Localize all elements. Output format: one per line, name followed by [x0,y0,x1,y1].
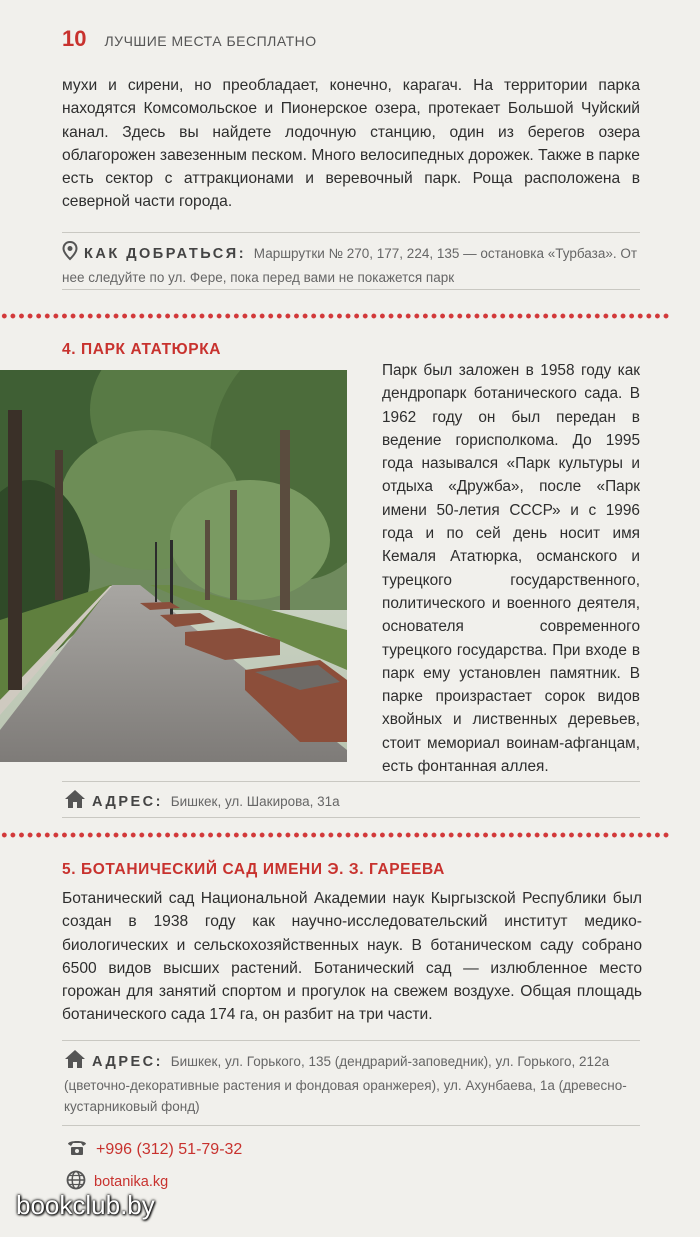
botanical-garden-description: Ботанический сад Национальной Академии наук Кыргызской Республики был создан в 1938 году как научно-исследовательский институт медико-биологических и сельскохозяйственных наук. В ботаническом саду собрано 6500 видов высших растений. Ботанический сад — излюбленное место горожан для занятий спортом и прогулок на свежем воздухе. Общая площадь ботанического сада 174 га, он разбит на три части. [62,890,642,1024]
address-label: АДРЕС: [92,1054,163,1070]
divider [62,1040,640,1041]
address-label: АДРЕС: [92,794,163,810]
park-alley-photo [0,370,347,762]
directions-text: Маршрутки № 270, 177, 224, 135 — остановка «Турбаза». От нее следуйте по ул. Фере, пока перед вами не покажется парк [62,246,638,285]
divider [62,232,640,233]
page-header [62,26,317,52]
botanical-address-block [64,1049,642,1117]
section-title-botanical-garden: 5. БОТАНИЧЕСКИЙ САД ИМЕНИ Э. З. ГАРЕЕВА [62,861,445,878]
dotted-separator [0,313,670,319]
divider [62,817,640,818]
section-title-ataturk-park: 4. ПАРК АТАТЮРКА [62,341,222,358]
location-pin-icon [62,241,78,267]
divider [62,1125,640,1126]
dotted-separator [0,832,670,838]
page-number: 10 [62,26,87,51]
botanical-address: Бишкек, ул. Горького, 135 (дендрарий-заповедник), ул. Горького, 212а (цветочно-декоративные растения и фондовая оранжерея), ул. Ахунбаева, 1а (древесно-кустарниковый фонд) [64,1054,627,1114]
ataturk-address-block [64,789,642,815]
ataturk-address: Бишкек, ул. Шакирова, 31а [170,794,340,809]
home-icon [64,1049,86,1075]
divider [62,289,640,290]
ataturk-park-description: Парк был заложен в 1958 году как дендропарк ботанического сада. В 1962 году он был передан в ведение горисполкома. До 1995 года назывался «Парк культуры и отдыха «Дружба», после «Парк имени 50-летия СССР» и с 1996 года и по сей день носит имя Кемаля Ататюрка, османского и турецкого государственного, политического и военного деятеля, основателя современного турецкого государства. При входе в парк ему установлен памятник. В парке произрастает сорок видов хвойных и лиственных деревьев, стоит мемориал воинам-афганцам, есть фонтанная аллея. [382,362,640,776]
phone-icon [66,1138,88,1161]
home-icon [64,789,86,815]
intro-paragraph: мухи и сирени, но преобладает, конечно, карагач. На территории парка находятся Комсомольское и Пионерское озера, протекает Большой Чуйский канал. Здесь вы найдете лодочную станцию, один из берегов озера облагорожен завезенным песком. Много велосипедных дорожек. Также в парке есть сектор с аттракционами и веревочный парк. Роща расположена в северной части города. [62,77,640,211]
running-title: ЛУЧШИЕ МЕСТА БЕСПЛАТНО [104,33,317,49]
phone-row [66,1138,242,1161]
divider [62,781,640,782]
phone-number[interactable]: +996 (312) 51-79-32 [96,1140,243,1158]
directions-label: КАК ДОБРАТЬСЯ: [84,246,247,262]
watermark: bookclub.by [16,1190,155,1220]
directions-block [62,241,642,288]
website-link[interactable]: botanika.kg [94,1174,169,1190]
